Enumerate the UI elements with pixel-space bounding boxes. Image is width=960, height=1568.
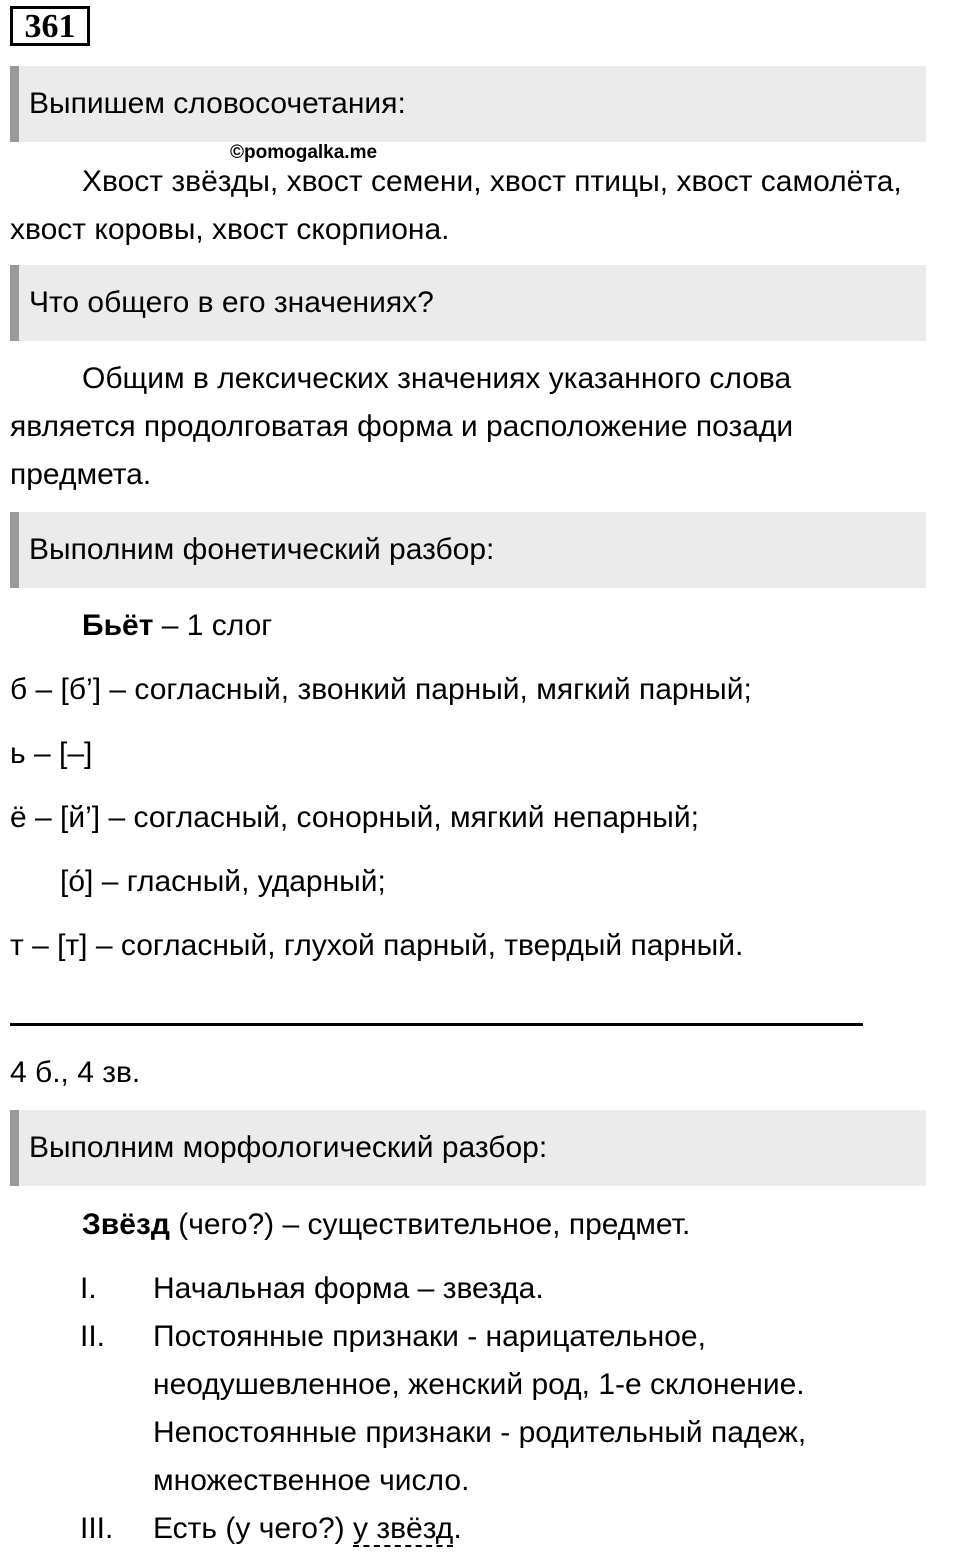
phonetic-word-line bbox=[82, 606, 272, 646]
morph-item-2-number: II. bbox=[80, 1320, 106, 1353]
phonetic-line-4: [о́] – гласный, ударный; bbox=[60, 865, 386, 898]
divider-rule bbox=[10, 1023, 863, 1026]
phonetic-line-3: ё – [й’] – согласный, сонорный, мягкий непарный; bbox=[10, 801, 699, 834]
task-number: 361 bbox=[10, 6, 90, 46]
collocations-content: Хвост звёзды, хвост семени, хвост птицы, хвост самолёта, хвост коровы, хвост скорпиона. bbox=[10, 165, 902, 246]
morph-item-1-number: I. bbox=[80, 1272, 97, 1305]
morph-word: Звёзд bbox=[82, 1208, 170, 1241]
phonetic-syllables: – 1 слог bbox=[153, 609, 273, 642]
common-meaning-content: Общим в лексических значениях указанного слова является продолговатая форма и расположение позади предмета. bbox=[10, 362, 794, 491]
section-heading-phonetic: Выполним фонетический разбор: bbox=[10, 512, 926, 588]
morph-item-3-text bbox=[153, 1505, 913, 1553]
phonetic-line-1: б – [б’] – согласный, звонкий парный, мягкий парный; bbox=[10, 673, 752, 706]
morph-item-3-underlined: у звёзд bbox=[353, 1512, 454, 1545]
morph-item-1-text: Начальная форма – звезда. bbox=[153, 1272, 544, 1305]
section-heading-common-meaning: Что общего в его значениях? bbox=[10, 265, 926, 341]
section-heading-collocations: Выпишем словосочетания: bbox=[10, 66, 926, 142]
phonetic-summary: 4 б., 4 зв. bbox=[10, 1056, 141, 1089]
phonetic-word: Бьёт bbox=[82, 609, 154, 642]
common-meaning-text bbox=[10, 355, 910, 499]
phonetic-line-2: ь – [–] bbox=[10, 737, 93, 770]
watermark: ©pomogalka.me bbox=[230, 142, 378, 163]
morph-item-3-after: . bbox=[453, 1512, 462, 1545]
phonetic-line-5: т – [т] – согласный, глухой парный, твердый парный. bbox=[10, 929, 744, 962]
morph-item-3-before: Есть (у чего?) bbox=[153, 1512, 353, 1545]
morph-item-3-number: III. bbox=[80, 1512, 114, 1545]
collocations-text bbox=[10, 158, 910, 254]
section-heading-morphological: Выполним морфологический разбор: bbox=[10, 1110, 926, 1186]
morph-word-line bbox=[82, 1205, 690, 1245]
morph-word-rest: (чего?) – существительное, предмет. bbox=[169, 1208, 691, 1241]
morph-item-2-text: Постоянные признаки - нарицательное, неодушевленное, женский род, 1-е склонение. Непостоянные признаки - родительный падеж, множественное число. bbox=[153, 1320, 807, 1497]
